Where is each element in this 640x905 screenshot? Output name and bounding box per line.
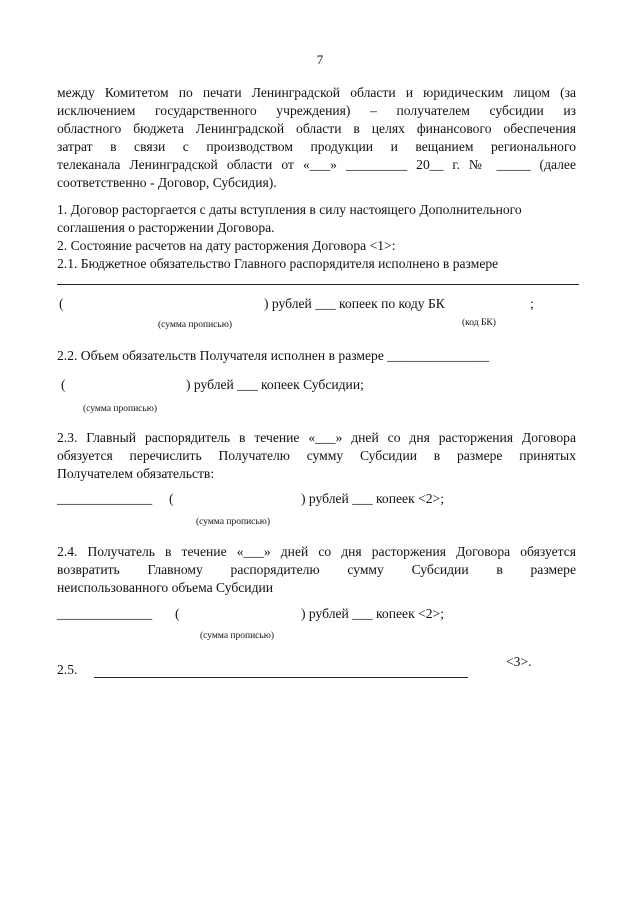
item-2-1: 2.1. Бюджетное обязательство Главного распорядителя исполнено в размере bbox=[57, 256, 499, 271]
item-1-line-1: 1. Договор расторгается с даты вступления в силу настоящего Дополнительного bbox=[57, 202, 522, 217]
item-2-5-underline bbox=[94, 677, 468, 678]
item-2-1-semicolon: ; bbox=[530, 296, 534, 311]
item-2: 2. Состояние расчетов на дату расторжения Договора <1>: bbox=[57, 238, 396, 253]
intro-line-4: затрат в связи с производством продукции и вещанием регионального bbox=[57, 139, 576, 154]
amount-words-caption: (сумма прописью) bbox=[83, 404, 157, 414]
item-2-1-amount-text: ) рублей ___ копеек по коду БК bbox=[264, 296, 445, 311]
item-2-5-number: 2.5. bbox=[57, 662, 78, 677]
item-2-3-line-1: 2.3. Главный распорядитель в течение «___» дней со дня расторжения Договора bbox=[57, 430, 576, 445]
amount-underline bbox=[57, 284, 579, 285]
intro-line-6: соответственно - Договор, Субсидия). bbox=[57, 175, 277, 190]
item-2-5-footnote: <3>. bbox=[506, 654, 532, 669]
item-2-2-amount-text: ) рублей ___ копеек Субсидии; bbox=[186, 377, 364, 392]
item-2-3-line-2: обязуется перечислить Получателю сумму Субсидии в размере принятых bbox=[57, 448, 576, 463]
page-number: 7 bbox=[316, 52, 324, 67]
item-2-3-blank: ______________ bbox=[57, 491, 153, 506]
item-2-4-open-paren: ( bbox=[175, 606, 180, 621]
item-2-4-amount-text: ) рублей ___ копеек <2>; bbox=[301, 606, 444, 621]
intro-line-2: исключением государственного учреждения) – получателем субсидии из bbox=[57, 103, 576, 118]
item-2-4-line-2: возвратить Главному распорядителю сумму Субсидии в размере bbox=[57, 562, 576, 577]
item-2-3-amount-text: ) рублей ___ копеек <2>; bbox=[301, 491, 444, 506]
item-1-line-2: соглашения о расторжении Договора. bbox=[57, 220, 275, 235]
intro-line-1: между Комитетом по печати Ленинградской области и юридическим лицом (за bbox=[57, 85, 576, 100]
item-2-4-blank: ______________ bbox=[57, 606, 153, 621]
item-2-3-open-paren: ( bbox=[169, 491, 174, 506]
item-2-4-line-1: 2.4. Получатель в течение «___» дней со дня расторжения Договора обязуется bbox=[57, 544, 576, 559]
kbk-caption: (код БК) bbox=[462, 318, 496, 328]
intro-line-5: телеканала Ленинградской области от «___» _________ 20__ г. № _____ (далее bbox=[57, 157, 576, 172]
amount-words-caption: (сумма прописью) bbox=[200, 631, 274, 641]
item-2-2-open-paren: ( bbox=[61, 377, 66, 392]
item-2-2: 2.2. Объем обязательств Получателя исполнен в размере _______________ bbox=[57, 348, 490, 363]
amount-words-caption: (сумма прописью) bbox=[196, 517, 270, 527]
item-2-1-open-paren: ( bbox=[59, 296, 64, 311]
item-2-4-line-3: неиспользованного объема Субсидии bbox=[57, 580, 274, 595]
amount-words-caption: (сумма прописью) bbox=[158, 320, 232, 330]
intro-line-3: областного бюджета Ленинградской области в целях финансового обеспечения bbox=[57, 121, 576, 136]
item-2-3-line-3: Получателем обязательств: bbox=[57, 466, 215, 481]
